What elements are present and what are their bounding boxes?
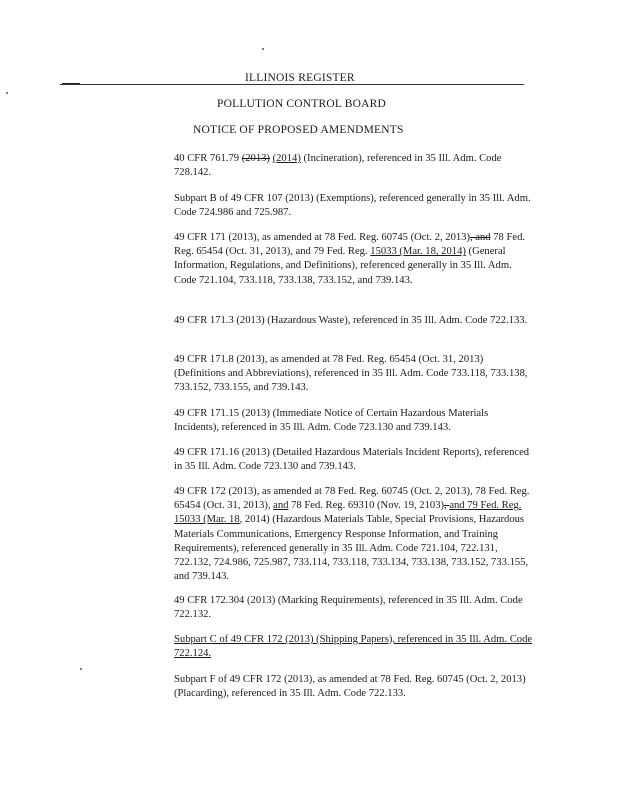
- scan-speck: [262, 48, 264, 50]
- text-segment: (2014): [272, 153, 301, 164]
- paragraph-3: [174, 231, 534, 288]
- board-title: POLLUTION CONTROL BOARD: [217, 98, 387, 110]
- notice-title: NOTICE OF PROPOSED AMENDMENTS: [193, 124, 404, 136]
- text-segment: , and: [470, 232, 491, 243]
- paragraph-7: [174, 446, 534, 474]
- text-segment: 78 Fed. Reg. 69310 (Nov. 19, 2103): [288, 500, 445, 512]
- paragraph-11: [174, 673, 534, 701]
- text-segment: and 79 Fed. Reg. 15033 (Mar. 18: [174, 500, 522, 526]
- paragraph-2: [174, 192, 534, 220]
- paragraph-8: [174, 485, 534, 584]
- text-segment: Subpart B of 49 CFR 107 (2013) (Exemptions), referenced generally in 35 Ill. Adm. Code 724.986 and 725.987.: [174, 193, 531, 219]
- paragraph-6: [174, 407, 534, 435]
- text-segment: 49 CFR 172.304 (2013) (Marking Requirements), referenced in 35 Ill. Adm. Code 722.132.: [174, 595, 523, 621]
- header-rule: [60, 84, 524, 85]
- register-title: ILLINOIS REGISTER: [245, 72, 355, 84]
- paragraph-9: [174, 594, 534, 622]
- text-segment: 49 CFR 171 (2013), as amended at 78 Fed. Reg. 60745 (Oct. 2, 2013): [174, 232, 470, 243]
- text-segment: 49 CFR 172 (2013), as amended at 78 Fed. Reg. 60745 (Oct. 2, 2013), 78 Fed. Reg. 65454 (Oct. 31, 2013),: [174, 486, 530, 512]
- text-segment: ,: [444, 500, 450, 512]
- text-segment: Subpart C of 49 CFR 172 (2013) (Shipping Papers), referenced in 35 Ill. Adm. Code 722.124.: [174, 634, 533, 660]
- paragraph-1: [174, 152, 534, 180]
- text-segment: Subpart F of 49 CFR 172 (2013), as amended at 78 Fed. Reg. 60745 (Oct. 2, 2013) (Placarding), referenced in 35 Ill. Adm. Code 722.133.: [174, 674, 526, 700]
- text-segment: and: [273, 500, 289, 512]
- text-segment: 15033 (Mar. 18, 2014): [370, 246, 466, 258]
- text-segment: (2013): [241, 153, 270, 164]
- scan-speck: [80, 668, 82, 670]
- text-segment: (Incineration), referenced in 35 Ill. Adm. Code 728.142.: [174, 153, 502, 179]
- text-segment: (General Information, Regulations, and Definitions), referenced generally in 35 Ill. Adm. Code 721.104, 733.118, 733.138, 733.152, and 739.143.: [174, 246, 512, 286]
- paragraph-10: [174, 633, 534, 661]
- text-segment: , 2014) (Hazardous Materials Table, Special Provisions, Hazardous Materials Communications, Emergency Response Information, and Training Requirements), referenced generally in 35 Ill. Adm. Code 721.104, 722.131, 722.132, 724.986, 725.987, 733.114, 733.118, 733.134, 733.138, 733.152, 733.155, and 739.143.: [174, 514, 529, 583]
- text-segment: 78 Fed. Reg. 65454 (Oct. 31, 2013), and 79 Fed. Reg.: [174, 232, 526, 258]
- text-segment: 49 CFR 171.16 (2013) (Detailed Hazardous Materials Incident Reports), referenced in 35 Ill. Adm. Code 723.130 and 739.143.: [174, 447, 530, 473]
- text-segment: 40 CFR 761.79: [174, 153, 242, 164]
- text-segment: 49 CFR 171.8 (2013), as amended at 78 Fed. Reg. 65454 (Oct. 31, 2013) (Definitions and Abbreviations), referenced in 35 Ill. Adm. Code 733.118, 733.138, 733.152, 733.155, and 739.143.: [174, 354, 528, 394]
- scan-speck: [6, 92, 8, 94]
- paragraph-4: [174, 314, 534, 328]
- text-segment: 49 CFR 171.15 (2013) (Immediate Notice of Certain Hazardous Materials Incidents), referenced in 35 Ill. Adm. Code 723.130 and 739.143.: [174, 408, 489, 434]
- paragraph-5: [174, 353, 534, 396]
- text-segment: 49 CFR 171.3 (2013) (Hazardous Waste), referenced in 35 Ill. Adm. Code 722.133.: [174, 315, 528, 326]
